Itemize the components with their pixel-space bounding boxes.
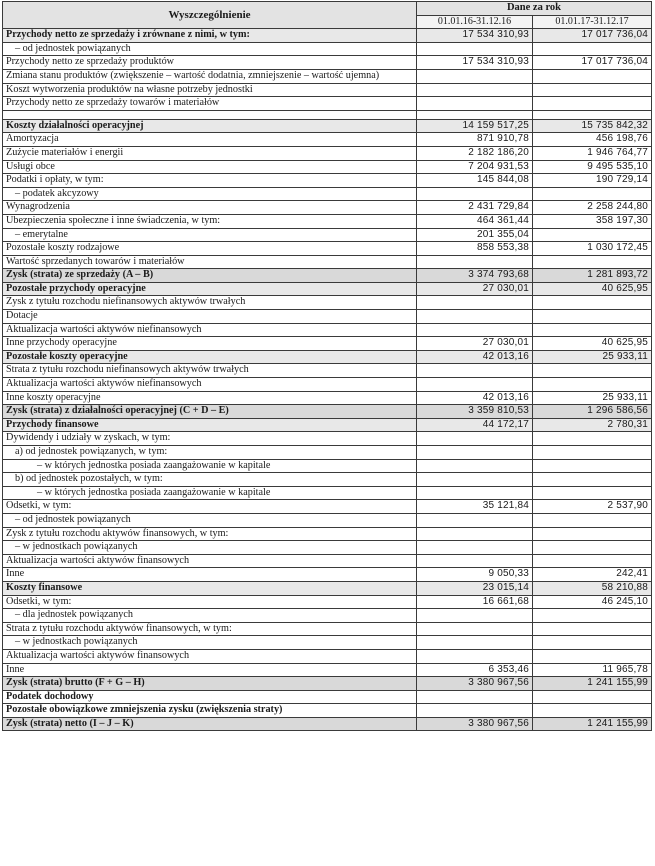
row-label: – w których jednostka posiada zaangażowanie w kapitale xyxy=(3,486,417,500)
column-header-description: Wyszczególnienie xyxy=(3,2,417,29)
table-row xyxy=(3,500,652,514)
value-2016: 42 013,16 xyxy=(417,391,533,405)
value-2016 xyxy=(417,187,533,201)
value-2016 xyxy=(417,69,533,83)
row-label: Dotacje xyxy=(3,310,417,324)
table-row xyxy=(3,609,652,623)
value-2016: 3 374 793,68 xyxy=(417,269,533,283)
value-2017: 40 625,95 xyxy=(533,337,652,351)
value-2017: 11 965,78 xyxy=(533,663,652,677)
value-2016 xyxy=(417,486,533,500)
table-row xyxy=(3,29,652,43)
value-2016: 201 355,04 xyxy=(417,228,533,242)
value-2016 xyxy=(417,704,533,718)
value-2016 xyxy=(417,255,533,269)
row-label: Pozostałe przychody operacyjne xyxy=(3,282,417,296)
value-2016: 23 015,14 xyxy=(417,581,533,595)
value-2016 xyxy=(417,609,533,623)
table-row xyxy=(3,42,652,56)
row-label: Ubezpieczenia społeczne i inne świadczenia, w tym: xyxy=(3,214,417,228)
table-row xyxy=(3,405,652,419)
row-label: Koszt wytworzenia produktów na własne potrzeby jednostki xyxy=(3,83,417,97)
table-row xyxy=(3,269,652,283)
table-row xyxy=(3,473,652,487)
row-label: Strata z tytułu rozchodu aktywów finansowych, w tym: xyxy=(3,622,417,636)
table-row xyxy=(3,717,652,731)
table-row xyxy=(3,690,652,704)
value-2016 xyxy=(417,527,533,541)
row-label: Inne xyxy=(3,663,417,677)
row-label: – w jednostkach powiązanych xyxy=(3,636,417,650)
value-2016 xyxy=(417,649,533,663)
value-2016: 27 030,01 xyxy=(417,337,533,351)
value-2016: 27 030,01 xyxy=(417,282,533,296)
value-2016: 2 431 729,84 xyxy=(417,201,533,215)
value-2017 xyxy=(533,609,652,623)
table-row xyxy=(3,255,652,269)
table-row xyxy=(3,513,652,527)
value-2017 xyxy=(533,364,652,378)
value-2017: 1 241 155,99 xyxy=(533,677,652,691)
table-row xyxy=(3,649,652,663)
value-2016 xyxy=(417,432,533,446)
row-label: – w których jednostka posiada zaangażowanie w kapitale xyxy=(3,459,417,473)
row-label: Aktualizacja wartości aktywów finansowych xyxy=(3,649,417,663)
value-2017 xyxy=(533,110,652,119)
table-row xyxy=(3,187,652,201)
value-2016: 2 182 186,20 xyxy=(417,146,533,160)
table-row xyxy=(3,56,652,70)
table-row xyxy=(3,622,652,636)
row-label: Zysk z tytułu rozchodu aktywów finansowych, w tym: xyxy=(3,527,417,541)
table-row xyxy=(3,486,652,500)
value-2016 xyxy=(417,446,533,460)
row-label: Koszty działalności operacyjnej xyxy=(3,119,417,133)
value-2016 xyxy=(417,97,533,111)
table-row xyxy=(3,296,652,310)
value-2017 xyxy=(533,649,652,663)
table-row xyxy=(3,595,652,609)
value-2017 xyxy=(533,69,652,83)
row-label: Zysk (strata) z działalności operacyjnej (C + D – E) xyxy=(3,405,417,419)
value-2017 xyxy=(533,255,652,269)
value-2017 xyxy=(533,187,652,201)
table-row xyxy=(3,378,652,392)
value-2016 xyxy=(417,110,533,119)
table-row xyxy=(3,242,652,256)
value-2016 xyxy=(417,473,533,487)
value-2017: 17 017 736,04 xyxy=(533,56,652,70)
value-2016 xyxy=(417,622,533,636)
value-2017: 25 933,11 xyxy=(533,391,652,405)
header-row xyxy=(3,2,652,16)
value-2016 xyxy=(417,323,533,337)
table-row xyxy=(3,704,652,718)
table-row xyxy=(3,214,652,228)
value-2017: 58 210,88 xyxy=(533,581,652,595)
table-row xyxy=(3,119,652,133)
value-2017 xyxy=(533,473,652,487)
row-label: Pozostałe obowiązkowe zmniejszenia zysku (zwiększenia straty) xyxy=(3,704,417,718)
value-2017 xyxy=(533,296,652,310)
value-2017: 456 198,76 xyxy=(533,133,652,147)
row-label: Aktualizacja wartości aktywów niefinansowych xyxy=(3,323,417,337)
value-2016 xyxy=(417,459,533,473)
value-2017 xyxy=(533,554,652,568)
value-2017 xyxy=(533,513,652,527)
value-2017: 40 625,95 xyxy=(533,282,652,296)
table-row xyxy=(3,201,652,215)
table-row xyxy=(3,459,652,473)
value-2016: 9 050,33 xyxy=(417,568,533,582)
row-label: Przychody finansowe xyxy=(3,418,417,432)
value-2016: 6 353,46 xyxy=(417,663,533,677)
value-2017 xyxy=(533,228,652,242)
row-label: – podatek akcyzowy xyxy=(3,187,417,201)
value-2017: 17 017 736,04 xyxy=(533,29,652,43)
value-2017: 15 735 842,32 xyxy=(533,119,652,133)
row-label xyxy=(3,110,417,119)
value-2016 xyxy=(417,636,533,650)
value-2016 xyxy=(417,541,533,555)
row-label: Pozostałe koszty rodzajowe xyxy=(3,242,417,256)
row-label: Zysk (strata) netto (I – J – K) xyxy=(3,717,417,731)
value-2016 xyxy=(417,296,533,310)
value-2017 xyxy=(533,527,652,541)
row-label: Podatek dochodowy xyxy=(3,690,417,704)
value-2017 xyxy=(533,97,652,111)
value-2017: 1 296 586,56 xyxy=(533,405,652,419)
table-row xyxy=(3,364,652,378)
row-label: Podatki i opłaty, w tym: xyxy=(3,174,417,188)
value-2016: 14 159 517,25 xyxy=(417,119,533,133)
row-label: Zużycie materiałów i energii xyxy=(3,146,417,160)
row-label: Przychody netto ze sprzedaży towarów i materiałów xyxy=(3,97,417,111)
value-2017 xyxy=(533,541,652,555)
value-2016: 17 534 310,93 xyxy=(417,29,533,43)
row-label: Koszty finansowe xyxy=(3,581,417,595)
value-2017 xyxy=(533,446,652,460)
value-2017 xyxy=(533,83,652,97)
value-2017 xyxy=(533,378,652,392)
row-label: a) od jednostek powiązanych, w tym: xyxy=(3,446,417,460)
value-2016 xyxy=(417,83,533,97)
value-2016: 16 661,68 xyxy=(417,595,533,609)
table-row xyxy=(3,160,652,174)
row-label: Zysk (strata) ze sprzedaży (A – B) xyxy=(3,269,417,283)
table-row xyxy=(3,228,652,242)
value-2016: 871 910,78 xyxy=(417,133,533,147)
row-label: – od jednostek powiązanych xyxy=(3,42,417,56)
value-2017: 358 197,30 xyxy=(533,214,652,228)
row-label: – emerytalne xyxy=(3,228,417,242)
table-row xyxy=(3,323,652,337)
value-2017 xyxy=(533,310,652,324)
row-label: Zmiana stanu produktów (zwiększenie – wartość dodatnia, zmniejszenie – wartość ujemna) xyxy=(3,69,417,83)
table-row xyxy=(3,69,652,83)
row-label: Amortyzacja xyxy=(3,133,417,147)
table-row xyxy=(3,146,652,160)
value-2016 xyxy=(417,42,533,56)
value-2017: 1 946 764,77 xyxy=(533,146,652,160)
table-row xyxy=(3,581,652,595)
table-row xyxy=(3,391,652,405)
table-row xyxy=(3,432,652,446)
value-2017: 242,41 xyxy=(533,568,652,582)
value-2016: 42 013,16 xyxy=(417,350,533,364)
column-header-period-2017: 01.01.17-31.12.17 xyxy=(533,15,652,29)
value-2017 xyxy=(533,690,652,704)
value-2017 xyxy=(533,432,652,446)
value-2017 xyxy=(533,704,652,718)
row-label: Dywidendy i udziały w zyskach, w tym: xyxy=(3,432,417,446)
table-row xyxy=(3,174,652,188)
value-2016: 3 359 810,53 xyxy=(417,405,533,419)
table-row xyxy=(3,83,652,97)
table-row xyxy=(3,554,652,568)
table-row xyxy=(3,133,652,147)
value-2017: 190 729,14 xyxy=(533,174,652,188)
value-2017 xyxy=(533,459,652,473)
value-2016: 7 204 931,53 xyxy=(417,160,533,174)
value-2016: 35 121,84 xyxy=(417,500,533,514)
row-label: Wartość sprzedanych towarów i materiałów xyxy=(3,255,417,269)
row-label: Odsetki, w tym: xyxy=(3,500,417,514)
table-row xyxy=(3,418,652,432)
table-row xyxy=(3,568,652,582)
value-2016: 44 172,17 xyxy=(417,418,533,432)
row-label: – dla jednostek powiązanych xyxy=(3,609,417,623)
table-row xyxy=(3,541,652,555)
row-label: Pozostałe koszty operacyjne xyxy=(3,350,417,364)
value-2016: 464 361,44 xyxy=(417,214,533,228)
value-2016: 17 534 310,93 xyxy=(417,56,533,70)
value-2017: 25 933,11 xyxy=(533,350,652,364)
row-label: b) od jednostek pozostałych, w tym: xyxy=(3,473,417,487)
value-2017 xyxy=(533,636,652,650)
table-row xyxy=(3,350,652,364)
table-row xyxy=(3,446,652,460)
value-2017: 1 241 155,99 xyxy=(533,717,652,731)
row-label: Aktualizacja wartości aktywów niefinansowych xyxy=(3,378,417,392)
table-row xyxy=(3,282,652,296)
table-row xyxy=(3,97,652,111)
table-row xyxy=(3,110,652,119)
value-2017: 1 281 893,72 xyxy=(533,269,652,283)
row-label: Przychody netto ze sprzedaży produktów xyxy=(3,56,417,70)
value-2017: 46 245,10 xyxy=(533,595,652,609)
row-label: Zysk (strata) brutto (F + G – H) xyxy=(3,677,417,691)
row-label: Inne przychody operacyjne xyxy=(3,337,417,351)
value-2016: 145 844,08 xyxy=(417,174,533,188)
income-statement xyxy=(2,1,651,731)
value-2016: 858 553,38 xyxy=(417,242,533,256)
column-header-year-group: Dane za rok xyxy=(417,2,652,16)
value-2017: 2 258 244,80 xyxy=(533,201,652,215)
row-label: Przychody netto ze sprzedaży i zrównane z nimi, w tym: xyxy=(3,29,417,43)
value-2017: 2 780,31 xyxy=(533,418,652,432)
row-label: Usługi obce xyxy=(3,160,417,174)
value-2016 xyxy=(417,690,533,704)
value-2016 xyxy=(417,364,533,378)
row-label: Odsetki, w tym: xyxy=(3,595,417,609)
table-body xyxy=(3,29,652,731)
row-label: Zysk z tytułu rozchodu niefinansowych aktywów trwałych xyxy=(3,296,417,310)
value-2016 xyxy=(417,513,533,527)
row-label: – w jednostkach powiązanych xyxy=(3,541,417,555)
value-2017: 9 495 535,10 xyxy=(533,160,652,174)
row-label: Aktualizacja wartości aktywów finansowych xyxy=(3,554,417,568)
value-2016: 3 380 967,56 xyxy=(417,717,533,731)
value-2016 xyxy=(417,310,533,324)
value-2017 xyxy=(533,486,652,500)
value-2016 xyxy=(417,554,533,568)
row-label: Wynagrodzenia xyxy=(3,201,417,215)
value-2016: 3 380 967,56 xyxy=(417,677,533,691)
table-row xyxy=(3,337,652,351)
income-statement-table xyxy=(2,1,652,731)
table-row xyxy=(3,527,652,541)
row-label: Inne xyxy=(3,568,417,582)
value-2017: 1 030 172,45 xyxy=(533,242,652,256)
table-row xyxy=(3,677,652,691)
column-header-period-2016: 01.01.16-31.12.16 xyxy=(417,15,533,29)
row-label: Strata z tytułu rozchodu niefinansowych aktywów trwałych xyxy=(3,364,417,378)
table-row xyxy=(3,663,652,677)
value-2017 xyxy=(533,622,652,636)
value-2017 xyxy=(533,323,652,337)
value-2017 xyxy=(533,42,652,56)
table-row xyxy=(3,310,652,324)
value-2017: 2 537,90 xyxy=(533,500,652,514)
row-label: – od jednostek powiązanych xyxy=(3,513,417,527)
value-2016 xyxy=(417,378,533,392)
row-label: Inne koszty operacyjne xyxy=(3,391,417,405)
table-row xyxy=(3,636,652,650)
